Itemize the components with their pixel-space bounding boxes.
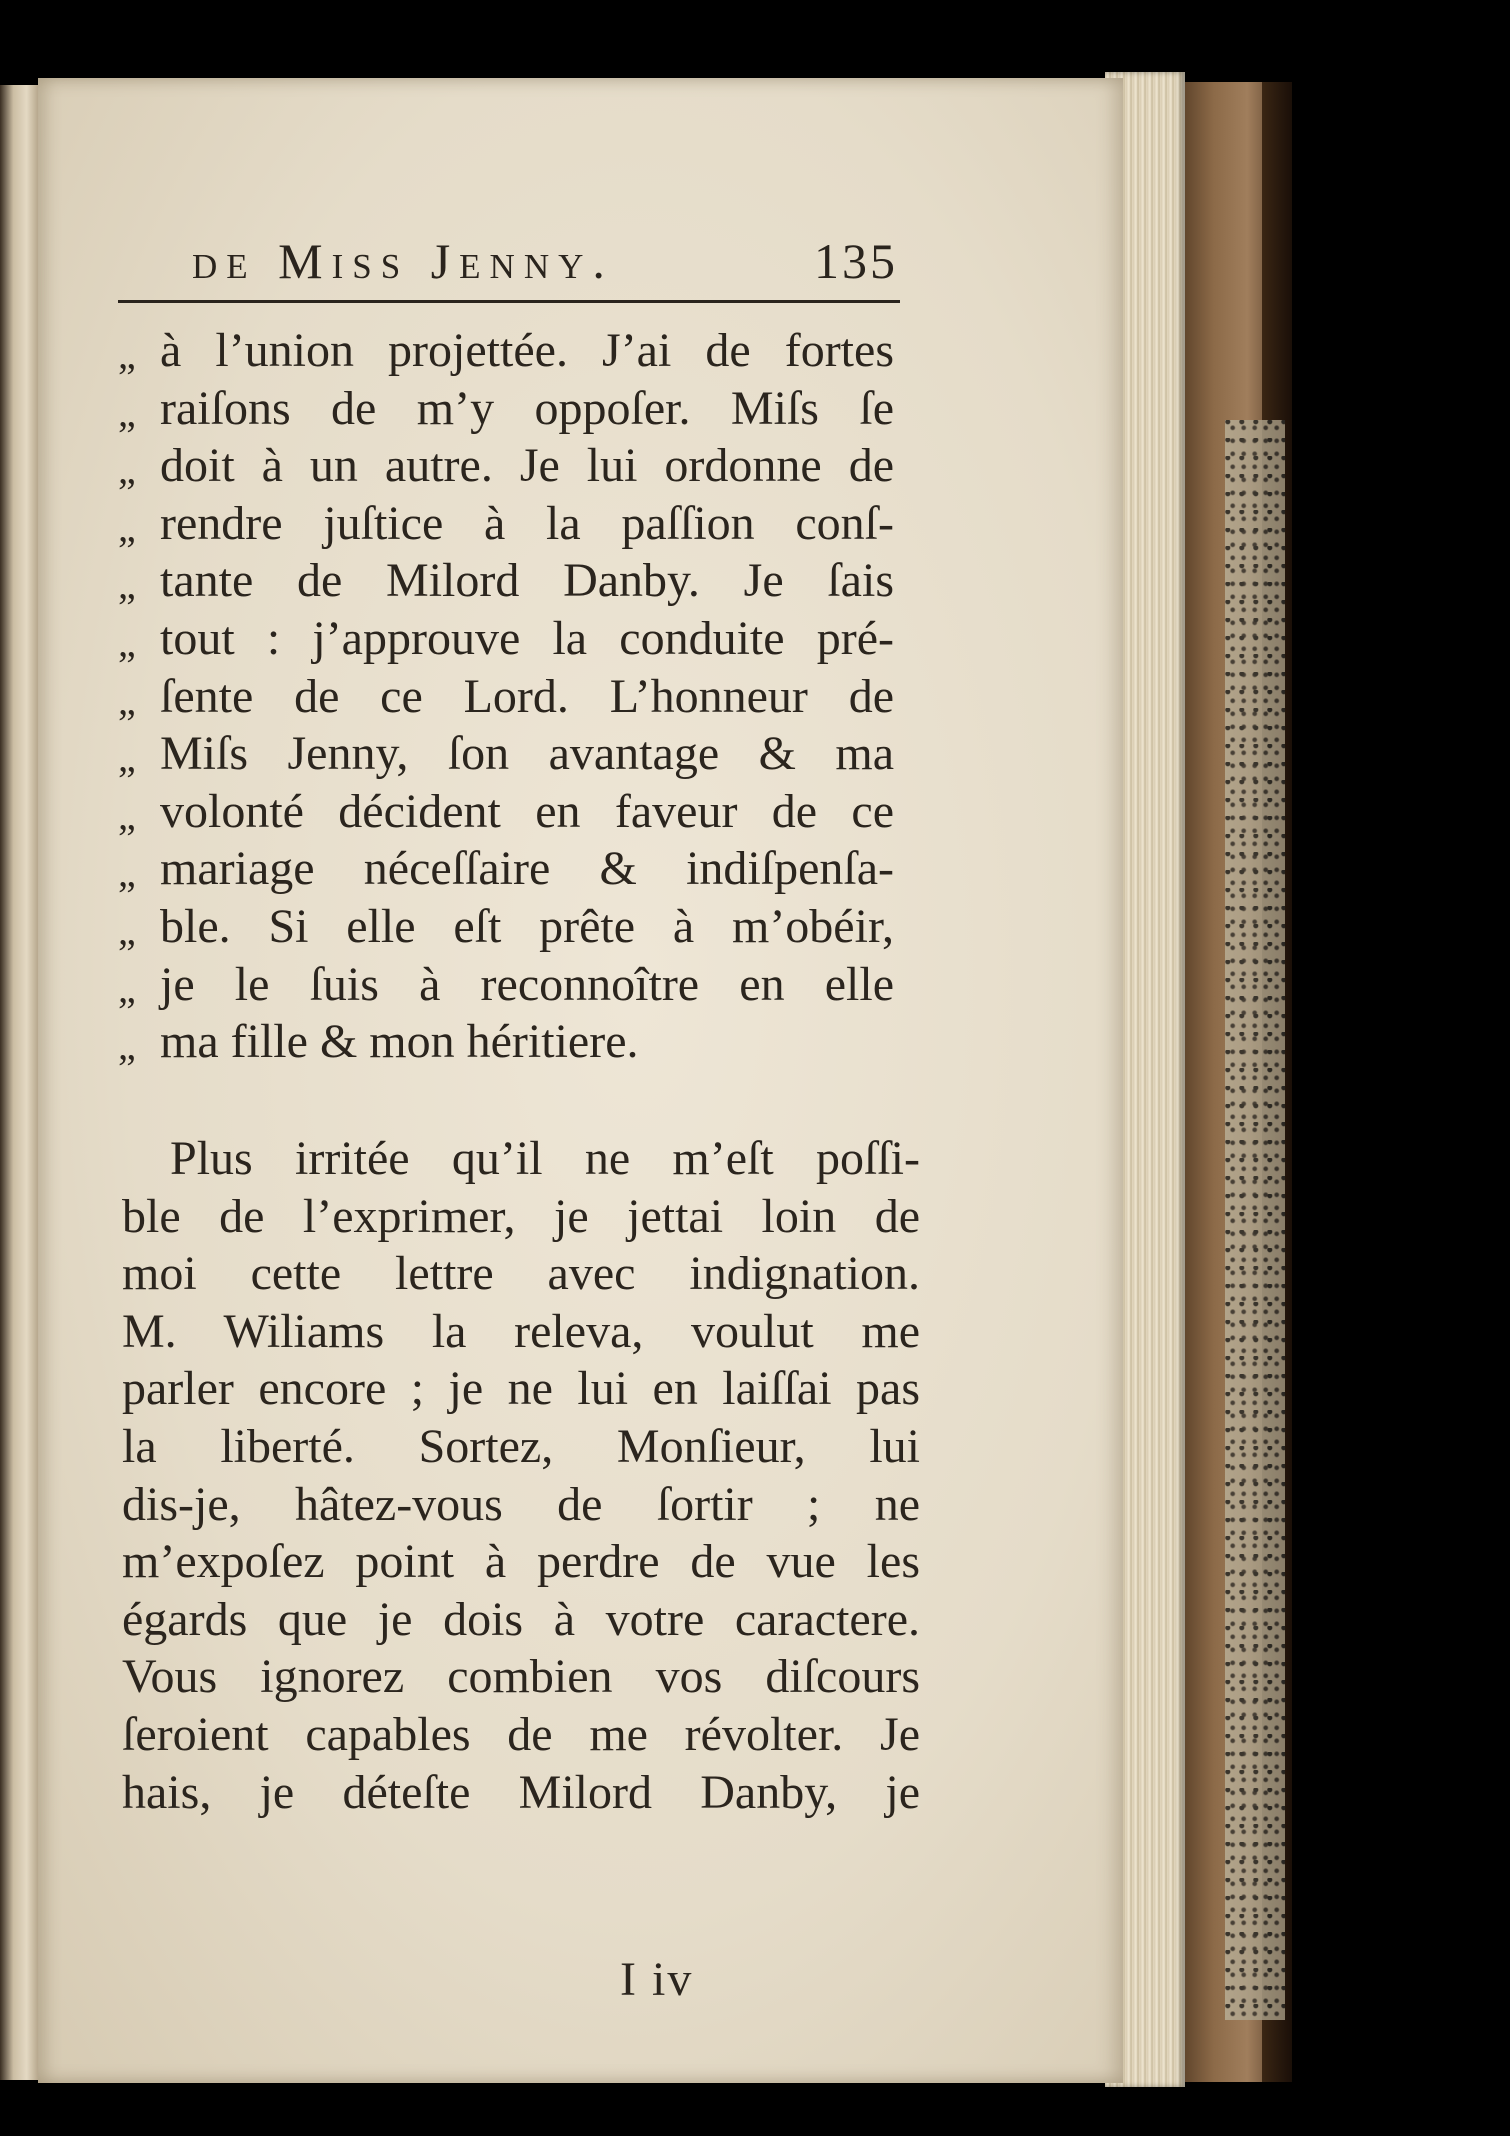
quote-text: raiſons de m’y oppoſer. Miſs ſe [160,381,894,435]
paragraph-line: Plus irritée qu’il ne m’eſt poſſi- [170,1132,920,1185]
quote-text: rendre juſtice à la paſſion conſ- [160,496,894,550]
quote-mark: „ [118,907,136,953]
quote-text: tout : j’approuve la conduite pré- [160,611,894,665]
signature-mark: I iv [620,1953,694,2006]
quote-line [118,668,918,726]
quote-line [118,783,918,841]
quote-line [118,956,918,1014]
quote-line [118,437,918,495]
facing-page-edge [0,85,38,2080]
quote-text: doit à un autre. Je lui ordonne de [160,439,894,493]
quote-text: volonté décident en faveur de ce [160,784,894,838]
quote-mark: „ [118,562,136,608]
quote-text: ble. Si elle eſt prête à m’obéir, [160,899,894,953]
letter-quotation [118,322,918,1071]
quote-text: Miſs Jenny, ſon avantage & ma [160,727,894,781]
quote-line [118,725,918,783]
paragraph-line: dis-je, hâtez-vous de ſortir ; ne [122,1477,920,1531]
paragraph-line: hais, je déteſte Milord Danby, je [122,1765,920,1819]
paragraph-line: m’expoſez point à perdre de vue les [122,1535,920,1589]
page-header [192,232,898,288]
paragraph-line: ble de l’exprimer, je jettai loin de [122,1189,920,1243]
quote-line [118,322,918,380]
quote-line [118,610,918,668]
quote-mark: „ [118,965,136,1011]
quote-mark: „ [118,389,136,435]
quote-line [118,495,918,553]
quote-text: à l’union projettée. J’ai de fortes [160,324,894,377]
quote-line [118,898,918,956]
paragraph-line: la liberté. Sortez, Monſieur, lui [122,1419,920,1473]
quote-mark: „ [118,792,136,838]
quote-mark: „ [118,332,136,377]
paragraph-line: ſeroient capables de me révolter. Je [122,1707,920,1761]
marbled-cover-pattern [1225,420,1285,2020]
quote-mark: „ [118,735,136,781]
quote-mark: „ [118,1023,136,1069]
quote-line [118,1013,918,1071]
paragraph-line: égards que je dois à votre caractere. [122,1592,920,1646]
quote-mark: „ [118,447,136,493]
running-title: de Miss Jenny. [192,233,614,289]
quote-text: je le ſuis à reconnoître en elle [160,957,894,1011]
quote-mark: „ [118,677,136,723]
quote-text: mariage néceſſaire & indiſpenſa- [160,842,894,896]
quote-line [118,840,918,898]
quote-mark: „ [118,619,136,665]
quote-text: tante de Milord Danby. Je ſais [160,554,894,608]
paragraph-line: moi cette lettre avec indignation. [122,1247,920,1301]
page-number: 135 [814,233,898,289]
body-paragraph [122,1130,920,1821]
quote-text: ma fille & mon héritiere. [160,1015,639,1069]
quote-text: ſente de ce Lord. L’honneur de [160,669,894,723]
paragraph-line: Vous ignorez combien vos diſcours [122,1650,920,1704]
quote-line [118,380,918,438]
quote-line [118,552,918,610]
paragraph-line: M. Wiliams la releva, voulut me [122,1304,920,1358]
quote-mark: „ [118,504,136,550]
header-rule [118,300,900,303]
paragraph-line: parler encore ; je ne lui en laiſſai pas [122,1362,920,1416]
quote-mark: „ [118,850,136,896]
